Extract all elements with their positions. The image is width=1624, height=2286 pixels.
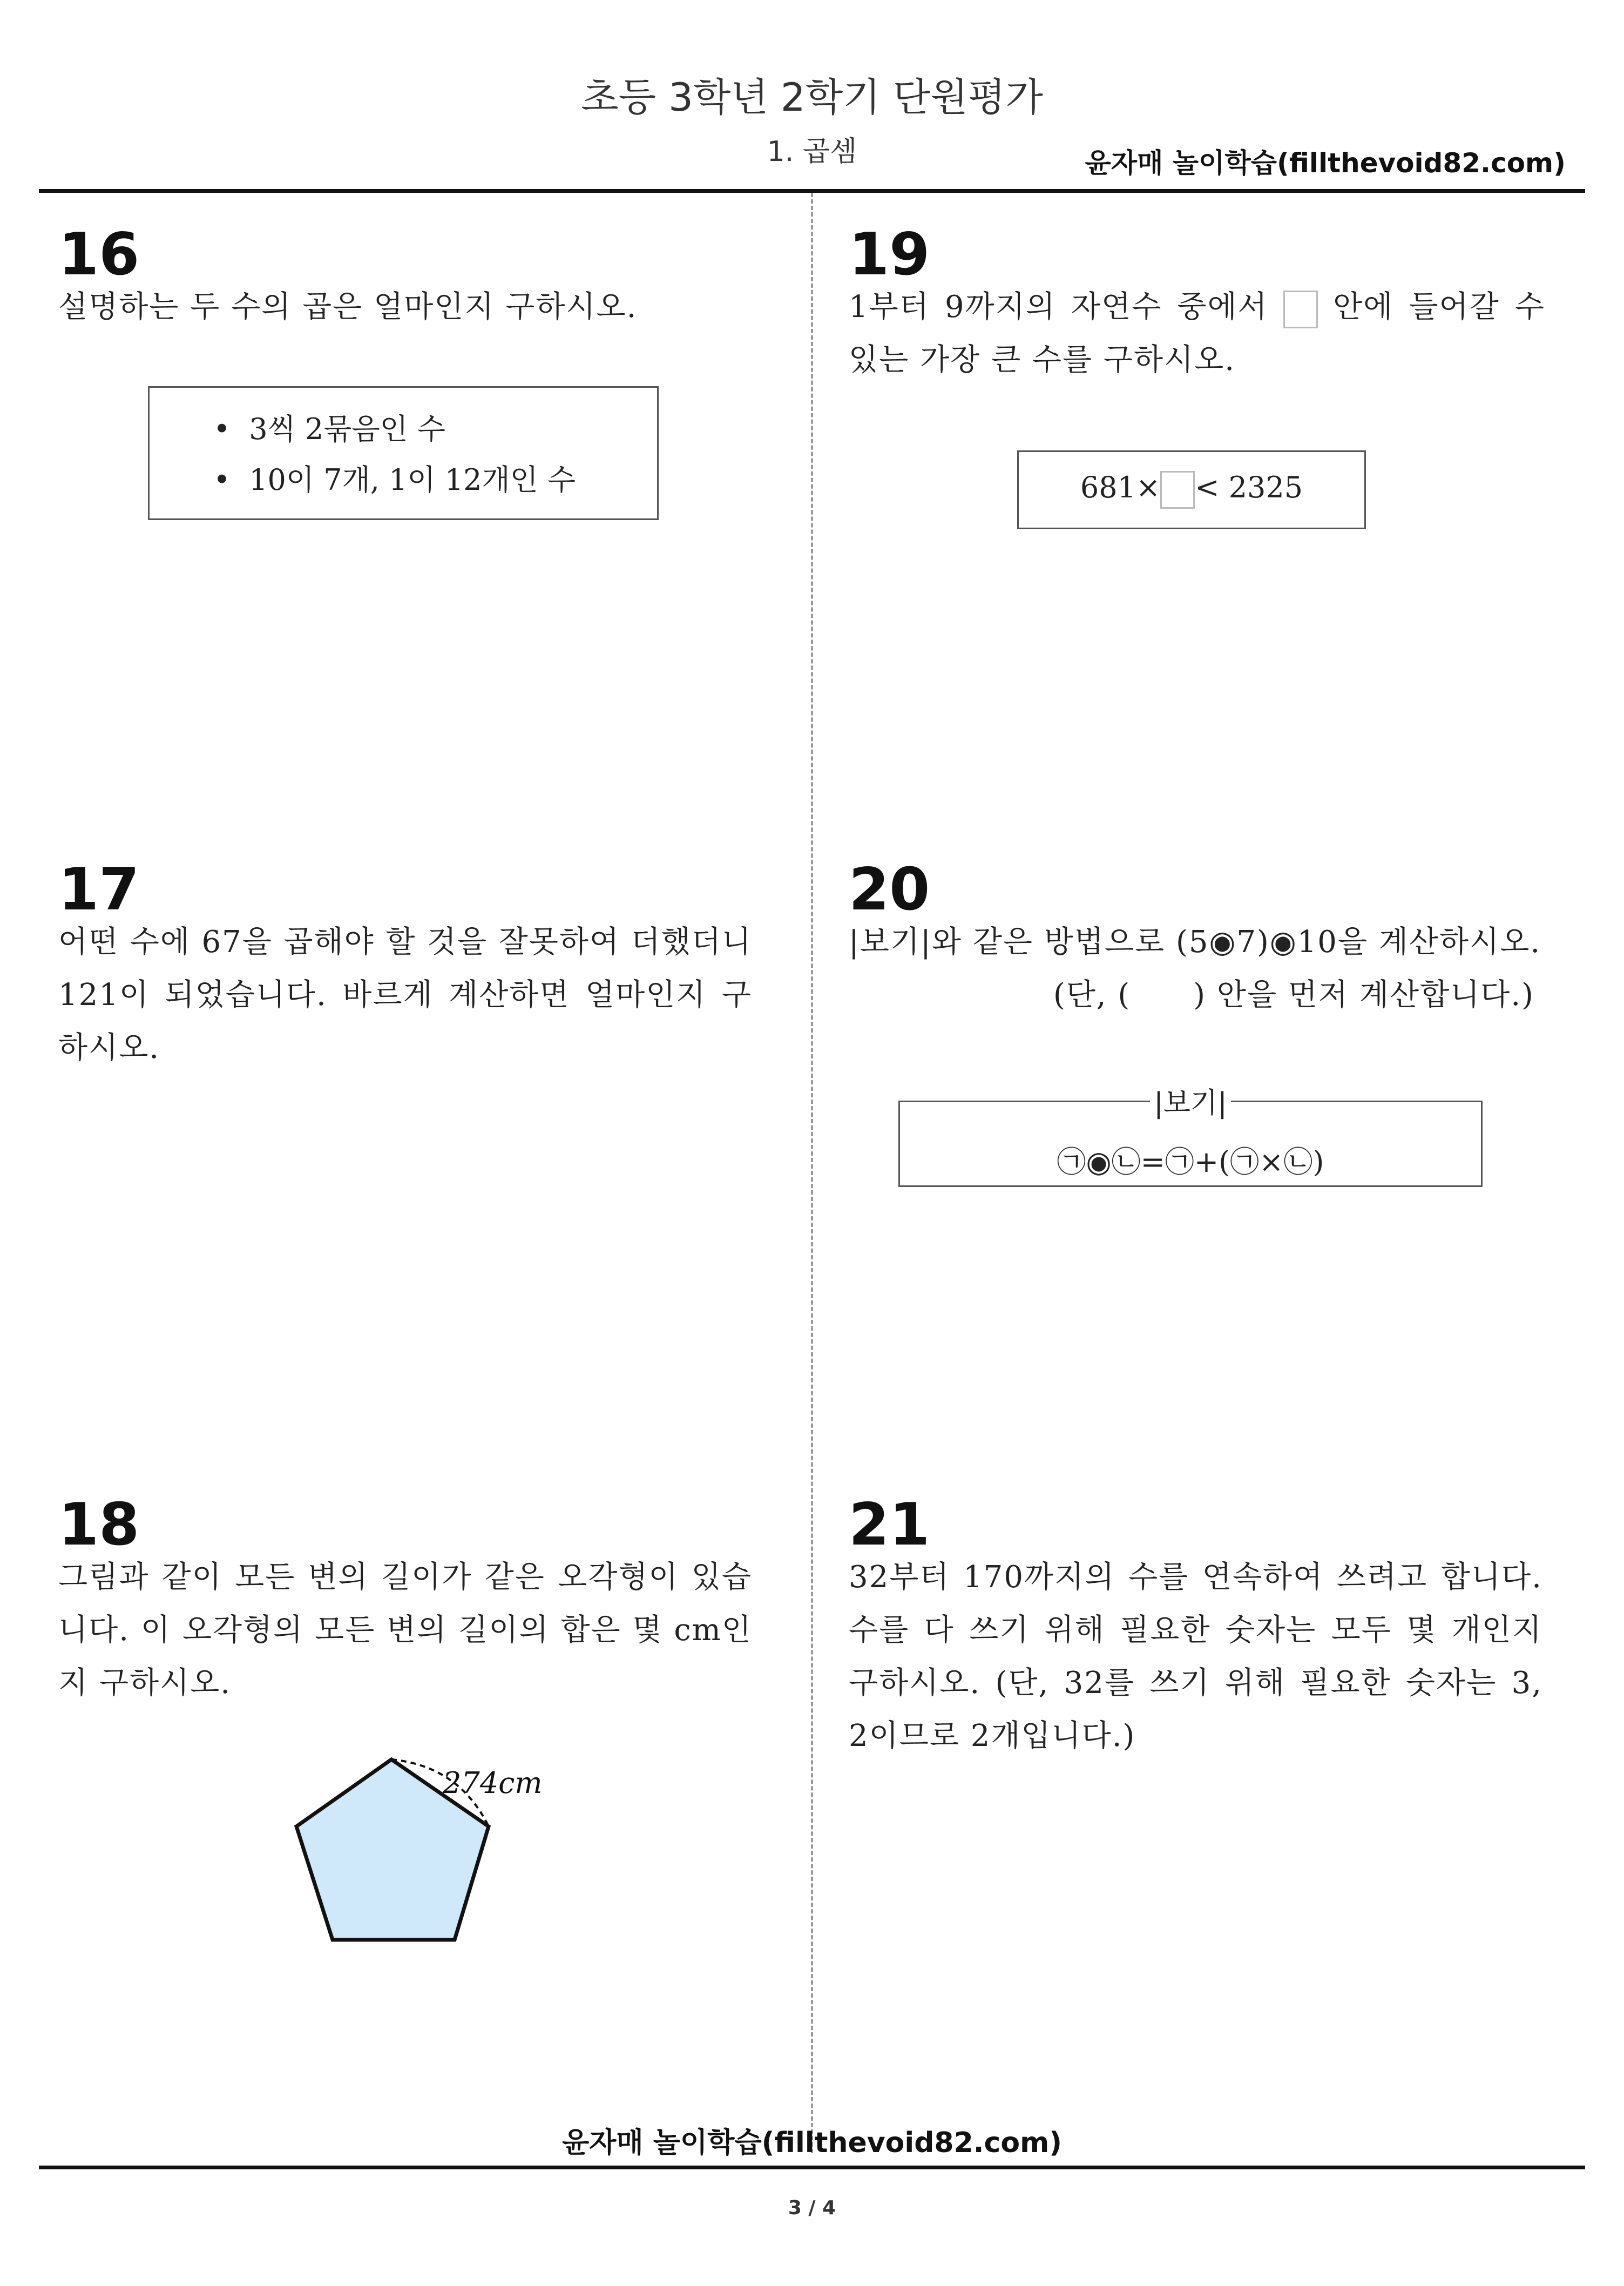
question-16-text: 설명하는 두 수의 곱은 얼마인지 구하시오. [58,289,638,325]
question-16-condition-box [148,386,659,520]
question-19-expr-left: 681× [1080,470,1161,504]
unit-title: 1. 곱셈 [767,136,857,168]
question-16-bullet-1: • 3씩 2묶음인 수 [213,412,446,446]
question-19-expression [1019,470,1364,509]
brand-footer: 윤자매 놀이학습(fillthevoid82.com) [561,2127,1063,2159]
column-divider [811,193,813,2153]
question-19-expr-blank [1160,471,1195,509]
question-20-formula: ㉠◉㉡=㉠+(㉠×㉡) [1057,1145,1324,1179]
question-17-text: 어떤 수에 67을 곱해야 할 것을 잘못하여 더했더니 121이 되었습니다. 바르게 계산하면 얼마인지 구하시오. [58,925,752,1066]
question-16-bullet-2-text: 10이 7개, 1이 12개인 수 [249,463,576,497]
question-19-number: 19 [849,221,930,288]
question-18-text: 그림과 같이 모든 변의 길이가 같은 오각형이 있습니다. 이 오각형의 모든 변의 길이의 합은 몇 cm인지 구하시오. [58,1560,752,1701]
question-20-number: 20 [849,856,930,923]
footer-rule [39,2166,1585,2169]
page-title: 초등 3학년 2학기 단원평가 [581,75,1043,120]
question-20-example-label: |보기| [1150,1080,1231,1121]
question-19-text [849,281,1545,387]
question-19-expression-box [1017,450,1366,529]
side-length-label: 274cm [443,1766,543,1800]
question-19-text-before: 1부터 9까지의 자연수 중에서 [849,289,1268,325]
question-19-expr-right: < 2325 [1195,470,1303,504]
question-21-text: 32부터 170까지의 수를 연속하여 쓰려고 합니다. 수를 다 쓰기 위해 필요한 숫자는 모두 몇 개인지 구하시오. (단, 32를 쓰기 위해 필요한 숫자는 3, 2이므로 2개입니다.) [849,1560,1542,1754]
question-19-blank-box [1283,291,1318,328]
question-16-number: 16 [58,221,140,288]
question-20-text-line1: |보기|와 같은 방법으로 (5◉7)◉10을 계산하시오. [849,925,1541,960]
question-21-number: 21 [849,1491,930,1559]
brand-header: 윤자매 놀이학습(fillthevoid82.com) [1085,147,1566,179]
question-19-text-after: 안에 들어갈 수 있는 가장 큰 수를 구하시오. [849,289,1545,377]
question-20-text-line2: (단, ( ) 안을 먼저 계산합니다.) [1053,977,1534,1013]
question-16-bullet-1-text: 3씩 2묶음인 수 [249,412,446,446]
pentagon-figure [281,1744,583,1950]
header-rule [39,189,1585,193]
page-number: 3 / 4 [788,2197,836,2219]
question-18-number: 18 [58,1491,140,1559]
question-16-bullet-2: • 10이 7개, 1이 12개인 수 [213,463,576,497]
question-17-number: 17 [58,856,140,923]
